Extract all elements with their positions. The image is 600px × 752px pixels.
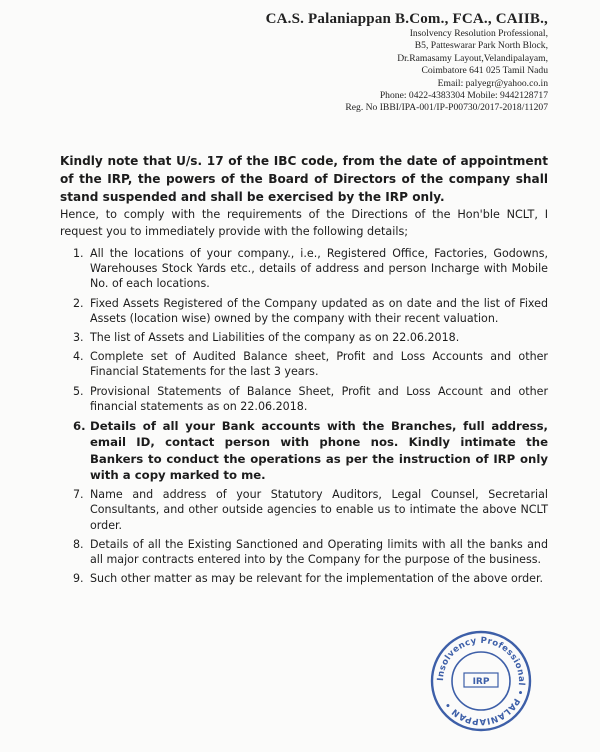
details-list	[60, 246, 548, 590]
list-item-number: 3.	[73, 331, 84, 345]
list-item	[60, 246, 548, 292]
list-item-text: Details of all your Bank accounts with the Branches, full address, email ID, contact person with phone nos. Kindly intimate the Bankers to conduct the operations as per the instruction of IRP only with a copy marked to me.	[90, 419, 548, 482]
list-item	[60, 537, 548, 567]
sender-phone: Phone: 0422-4383304 Mobile: 9442128717	[379, 90, 548, 102]
seal-stamp	[428, 628, 534, 734]
list-item	[60, 296, 548, 326]
notice-paragraph: Kindly note that U/s. 17 of the IBC code, from the date of appointment of the IRP, the powers of the Board of Directors of the company shall stand suspended and shall be exercised by the IRP only.	[60, 154, 548, 204]
list-item-text: Details of all the Existing Sanctioned and Operating limits with all the banks and all major contracts entered into by the Company for the purpose of the business.	[90, 537, 548, 567]
list-item-text: Name and address of your Statutory Auditors, Legal Counsel, Secretarial Consultants, and other outside agencies to enable us to intimate the above NCLT order.	[90, 488, 548, 532]
registration-number: Reg. No IBBI/IPA-001/IP-P00730/2017-2018/11207	[345, 102, 548, 114]
list-item-text: Provisional Statements of Balance Sheet, Profit and Loss Account and other financial statements as on 22.06.2018.	[90, 384, 548, 413]
list-item-number: 2.	[73, 296, 84, 310]
sender-address-line-2: Dr.Ramasamy Layout,Velandipalayam,	[397, 52, 548, 64]
sender-title: Insolvency Resolution Professional,	[409, 28, 548, 39]
request-paragraph: Hence, to comply with the requirements of the Directions of the Hon'ble NCLT, I request you to immediately provide with the following details;	[60, 208, 548, 238]
list-item-number: 7.	[73, 488, 84, 502]
list-item	[60, 384, 548, 414]
list-item-text: Such other matter as may be relevant for the implementation of the above order.	[90, 572, 544, 586]
list-item-number: 6.	[73, 419, 86, 434]
list-item-number: 1.	[73, 247, 84, 260]
sender-email: Email: palyegr@yahoo.co.in	[437, 77, 548, 89]
letterhead	[248, 10, 548, 115]
stamp-center-text: IRP	[472, 677, 490, 687]
list-item-number: 5.	[73, 384, 84, 398]
list-item	[60, 487, 548, 533]
list-item-bank-details	[60, 418, 548, 483]
list-item-text: Complete set of Audited Balance sheet, Profit and Loss Accounts and other Financial Statements for the last 3 years.	[90, 350, 548, 379]
list-item	[60, 349, 548, 379]
sender-address-line-3: Coimbatore 641 025 Tamil Nadu	[421, 65, 548, 77]
list-item-number: 9.	[73, 572, 84, 586]
list-item-number: 4.	[73, 350, 84, 364]
list-item-text: All the locations of your company., i.e., Registered Office, Factories, Godowns, Warehouses Stock Yards etc., details of address and person Incharge with Mobile No. of each locations.	[90, 247, 548, 291]
list-item	[60, 330, 548, 345]
list-item-text: The list of Assets and Liabilities of the company as on 22.06.2018.	[90, 331, 460, 345]
list-item-text: Fixed Assets Registered of the Company updated as on date and the list of Fixed Assets (location wise) owned by the company with their recent valuation.	[90, 296, 548, 325]
stamp-ring-text: Insolvency Professional • PALANIAPPAN •	[435, 635, 527, 727]
sender-address-line-1: B5, Patteswarar Park North Block,	[414, 40, 548, 52]
list-item	[60, 571, 548, 586]
list-item-number: 8.	[73, 537, 84, 551]
sender-name: CA.S. Palaniappan B.Com., FCA., CAIIB.,	[265, 11, 548, 27]
